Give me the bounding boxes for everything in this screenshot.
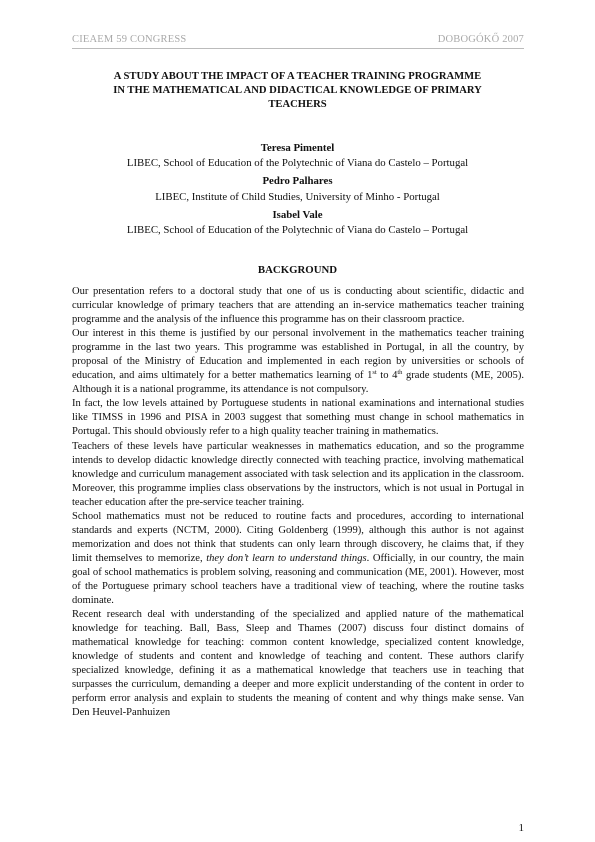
author-affiliation: LIBEC, Institute of Child Studies, University of Minho - Portugal: [155, 190, 440, 203]
title-line: IN THE MATHEMATICAL AND DIDACTICAL KNOWLEDGE OF PRIMARY: [113, 85, 482, 96]
body-text: [72, 285, 524, 720]
section-heading: BACKGROUND: [257, 264, 338, 276]
paragraph: [72, 327, 524, 397]
author-name: Pedro Palhares: [262, 175, 333, 188]
paragraph: Teachers of these levels have particular weaknesses in mathematics education, and so the programme intends to develop didactic knowledge directly connected with teaching practice, involving mathematical knowledge and curriculum management associated with task selection and its application in the classroom. Moreover, this programme implies class observations by the instructors, which is not usual in Portugal in teacher education after the pre-service teacher training.: [72, 440, 524, 508]
paragraph: In fact, the low levels attained by Portuguese students in national examinations and international studies like TIMSS in 1996 and PISA in 2003 suggest that something must change in school mathematics in Portugal. This should obviously refer to a high quality teacher training in mathematics.: [72, 398, 524, 438]
italic-quote: they don’t learn to understand things: [206, 552, 367, 564]
title-line: TEACHERS: [268, 99, 327, 110]
title-line: A STUDY ABOUT THE IMPACT OF A TEACHER TRAINING PROGRAMME: [113, 71, 482, 82]
superscript: st: [372, 369, 377, 377]
running-header: [72, 34, 524, 49]
paragraph-text: . Officially, in our country, the main goal of school mathematics is problem solving, reasoning and communication (ME, 2001). However, most of the Portuguese primary school teachers have a traditional view of teaching, where the routine tasks dominate.: [72, 552, 525, 607]
paragraph-text: Our interest in this theme is justified by our personal involvement in the mathematics teacher training programme in the last two years. This programme was established in Portugal, in all the country, by proposal of the Ministry of Education and implemented in each region by universities or schools of education, and aims ultimately for a better mathematics learning of 1: [72, 328, 524, 382]
paragraph: Recent research deal with understanding of the specialized and applied nature of the mathematical knowledge for teaching. Ball, Bass, Sleep and Thames (2007) discuss four distinct domains of mathematical knowledge for teaching: common content knowledge, specialized content knowledge, knowledge of students and content and knowledge of teaching and content. These authors clarify specialized knowledge, defining it as a mathematical knowledge that teachers use in teaching that surpasses the curriculum, demanding a deeper and more explicit understanding of the content in order to perform error analysis and explain to students the meaning of content and why things make sense. Van Den Heuvel-Panhuizen: [72, 609, 524, 719]
page-number: 1: [518, 822, 524, 834]
author-affiliation: LIBEC, School of Education of the Polytechnic of Viana do Castelo – Portugal: [126, 157, 469, 170]
paper-title: [72, 70, 523, 112]
superscript: th: [397, 369, 403, 377]
paragraph-text: grade students (ME, 2005). Although it is a national programme, its attendance is not compulsory.: [72, 370, 524, 396]
paragraph: Our presentation refers to a doctoral study that one of us is conducting about scientific, didactic and curricular knowledge of primary teachers that are attending an in-service mathematics teacher training programme and the analysis of the influence this programme has on their classroom practice.: [72, 286, 524, 326]
author-name: Isabel Vale: [272, 208, 323, 221]
paragraph-text: to 4: [376, 370, 398, 382]
paragraph-text: School mathematics must not be reduced to routine facts and procedures, according to international standards and experts (NCTM, 2000). Citing Goldenberg (1999), although this author is not against memorization and does not think that students can only learn through discovery, he claims that, if they limit themselves to memorize,: [72, 510, 524, 564]
conference-location-year: DOBOGÓKŐ 2007: [437, 34, 524, 45]
paragraph: [72, 510, 524, 608]
author-name: Teresa Pimentel: [260, 142, 335, 154]
author-affiliation: LIBEC, School of Education of the Polytechnic of Viana do Castelo – Portugal: [126, 224, 469, 237]
author-block: [72, 141, 523, 238]
conference-name: CIEAEM 59 CONGRESS: [72, 34, 187, 45]
